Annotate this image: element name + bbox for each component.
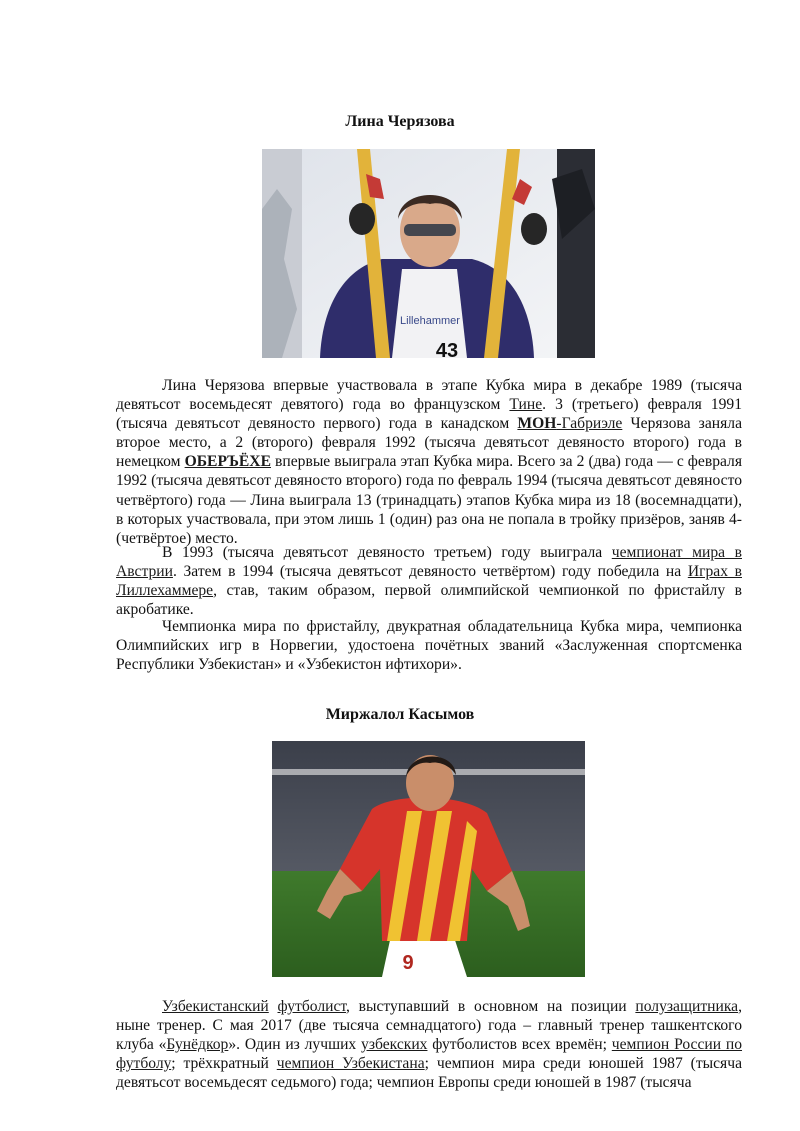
link-узбекских[interactable]: узбекских [361, 1036, 428, 1054]
link-бунёдкор[interactable]: Бунёдкор [166, 1036, 229, 1054]
link-чемпион-узбекистана[interactable]: чемпион Узбекистана [276, 1055, 425, 1073]
text-run: . 3 (третьего) февраля 1991 (тысяча девятьсот девяносто первого) года в канадском [116, 396, 743, 433]
photo-kasymov [272, 741, 585, 977]
section-title-kasymov: Миржалол Касымов [325, 706, 475, 723]
text-run: , став, таким образом, первой олимпийской чемпионкой по фристайлу в акробатике. [116, 582, 742, 619]
paragraph-kasymov-bio [116, 997, 742, 1092]
shirt-number: 9 [402, 952, 414, 974]
text-run: впервые выиграла этап Кубка мира. Всего за 2 (два) года — с февраля 1992 (тысяча девятьсот девяносто второго) года по февраль 1994 (тысяча девятьсот девяносто четвёртого) года — Лина выиграла 13 (тринадцать) этапов Кубка мира из 18 (восемнадцати), в которых участвовала, при этом лишь 1 (один) раз она не попала в тройку призёров, заняв 4- (четвёртое) место. [116, 453, 743, 547]
paragraph-cheryazova-titles [116, 617, 742, 674]
text-run [269, 998, 278, 1015]
text-run: , выступавший в основном на позиции [346, 998, 636, 1015]
text-run: футболистов всех времён; [427, 1036, 612, 1054]
link-чемпионат-мира-в-австрии[interactable]: чемпионат мира в Австрии [116, 544, 742, 581]
text-run: . Затем в 1994 (тысяча девятьсот девяносто четвёртом) году победила на [172, 563, 688, 581]
link-узбекистанский[interactable]: Узбекистанский [162, 998, 269, 1015]
paragraph-cheryazova-olympics [116, 543, 742, 619]
bib-number: 43 [435, 340, 459, 358]
link-полузащитника[interactable]: полузащитника [635, 998, 739, 1015]
link-мон[interactable]: МОН [517, 415, 557, 433]
link-оберъёхе[interactable]: ОБЕРЪЁХЕ [184, 453, 271, 471]
text-run: В 1993 (тысяча девятьсот девяносто третьем) году выиграла [162, 544, 612, 561]
text-run: ». Один из лучших [228, 1036, 362, 1054]
photo-cheryazova [262, 149, 595, 358]
text-run: ; чемпион мира среди юношей 1987 (тысяча девятьсот восемьдесят седьмого) года; чемпион Европы среди юношей в 1987 (тысяча [116, 1055, 742, 1092]
link-футболист[interactable]: футболист [277, 998, 347, 1015]
link-чемпион-россии-по-футболу[interactable]: чемпион России по футболу [116, 1036, 743, 1073]
link-габриэле[interactable]: -Габриэле [556, 415, 623, 433]
text-run: ; трёхкратный [171, 1055, 277, 1073]
text-run: Лина Черязова впервые участвовала в этапе Кубка мира в декабре 1989 (тысяча девятьсот восемьдесят девятого) года во французском [116, 377, 742, 414]
bib-text: Lillehammer [400, 315, 460, 327]
text-run: , ныне тренер. С мая 2017 (две тысяча семнадцатого) года – главный тренер ташкентского клуба « [116, 998, 742, 1054]
link-играх-в-лиллехаммере[interactable]: Играх в Лиллехаммере [116, 563, 742, 600]
text-run: Черязова заняла второе место, а 2 (второго) февраля 1992 (тысяча девятьсот девяносто второго) года в немецком [116, 415, 742, 471]
text-run: Чемпионка мира по фристайлу, двукратная обладательница Кубка мира, чемпионка Олимпийских игр в Норвегии, удостоена почётных званий «Заслуженная спортсменка Республики Узбекистан» и «Узбекистон ифтихори». [116, 618, 742, 674]
section-title-cheryazova: Лина Черязова [345, 113, 455, 130]
paragraph-cheryazova-career [116, 376, 742, 548]
link-тине[interactable]: Тине [509, 396, 543, 414]
